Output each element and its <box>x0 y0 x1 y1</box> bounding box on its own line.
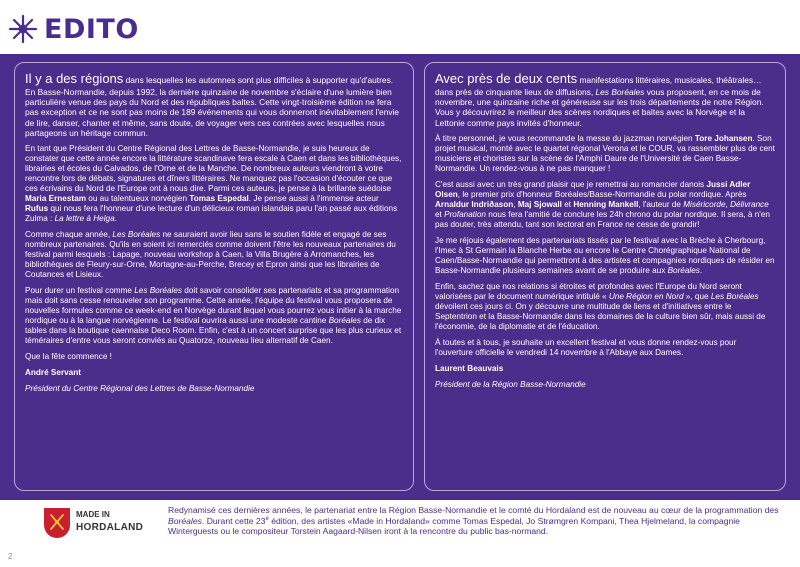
page-title: EDITO <box>44 14 139 45</box>
author-name: Rufus <box>25 204 49 214</box>
author-name: Arnaldur Indriðason <box>435 199 514 209</box>
artist-name: Tore Johansen <box>694 133 753 143</box>
left-paragraph-2: En tant que Président du Centre Régional des Lettres de Basse-Normandie, je suis heureux de constater que cette année encore la littérature scandinave fera escale à Caen et dans les bibliothèques, librairies et écoles du Calvados, de l'Orne et de la Manche. De nombreux auteurs viendront à votre rencontre lors de débats, signatures et dîners littéraires. Ne manquez pas l'occasion d'écouter ce que ces écrivains du Nord de l'Europe ont à nous dire. Parmi ces auteurs, je pense à la brillante suédoise Maria Ernestam ou au talentueux norvégien Tomas Espedal. Je pense aussi à l'immense acteur Rufus qui nous fera l'honneur d'une lecture d'un délicieux roman islandais paru l'an passé aux éditions Zulma : La lettre à Helga. <box>25 144 402 224</box>
left-paragraph-1: Il y a des régions dans lesquelles les automnes sont plus difficiles à supporter qu'd'autres. En Basse-Normandie, depuis 1992, la dernière quinzaine de novembre s'éclaire d'une lumière bien particulière venue des pays du Nord et des républiques baltes. Cette vingt-troisième édition ne fera pas exception et ce ne sont pas moins de 189 événements qui vous donneront inévitablement l'envie de lire, danser, chanter et même, sans doute, de voyager vers ces contrées avec lesquelles nous partageons un héritage commun. <box>25 71 400 138</box>
author-name: Maria Ernestam <box>25 194 86 204</box>
logo-hordaland-text: HORDALAND <box>76 522 144 533</box>
left-signature-role: Président du Centre Régional des Lettres de Basse-Normandie <box>25 384 255 394</box>
right-column <box>424 62 786 491</box>
right-signature-role: Président de la Région Basse-Normandie <box>435 379 586 389</box>
left-signature-name: André Servant <box>25 368 81 378</box>
left-paragraph-3: Comme chaque année, Les Boréales ne sauraient avoir lieu sans le soutien fidèle et engagé de ses nombreux partenaires. Qu'ils en soient ici remerciés comme doivent l'être les nouveaux partenaires du festival parmi lesquels : Lapage, nouveau workshop à Caen, la Villa Brugère à Arromanches, les bibliothèques de Fleury-sur-Orne, Mortagne-au-Perche, Brecey et Epron ainsi que les librairies de Coutances et Lisieux. <box>25 230 396 280</box>
right-signature-name: Laurent Beauvais <box>435 363 504 373</box>
author-name: Tomas Espedal <box>189 194 249 204</box>
right-paragraph-4: Je me réjouis également des partenariats tissés par le festival avec la Brèche à Cherbourg, l'Imec à St Germain la Blanche Herbe ou encore le Centre Chorégraphique National de Caen/Basse-Normandie qui permettront à des artistes et compagnies nordiques de résider en Basse-Normandie plusieurs semaines avant de se produire aux Boréales. <box>435 235 775 275</box>
header-bar <box>0 0 800 54</box>
right-paragraph-6: À toutes et à tous, je souhaite un excellent festival et vous donne rendez-vous pour l'ouverture officielle le vendredi 14 novembre à l'Abbaye aux Dames. <box>435 337 737 357</box>
page-number: 2 <box>8 552 13 561</box>
left-column <box>14 62 414 491</box>
book-title: La lettre à Helga <box>54 214 115 224</box>
crossed-axes-icon <box>47 512 67 532</box>
right-paragraph-1: Avec près de deux cents manifestations littéraires, musicales, théâtrales… dans près de cinquante lieux de diffusions, Les Boréales vous proposent, en ce mois de novembre, une quinzaine riche et généreuse sur les trois départements de notre Région. Vous y découvrirez le meilleur des scènes nordiques et baltes avec la Norvège et la Lettonie comme pays invités d'honneur. <box>435 71 764 128</box>
right-paragraph-5: Enfin, sachez que nos relations si étroites et profondes avec l'Europe du Nord seront valorisées par le document numérique intitulé « Une Région en Nord », que Les Boréales dévoilent ces jours ci. On y découvre une multitude de liens et d'initiatives entre le Septentrion et la Basse-Normandie dans les domaines de la culture bien sûr, mais aussi de l'économie, de la diplomatie et de l'éducation. <box>435 281 766 331</box>
footer-paragraph: Redynamisé ces dernières années, le partenariat entre la Région Basse-Normandie et le comté du Hordaland est de nouveau au cœur de la programmation des Boréales. Durant cette 23e édition, des artistes «Made in Hordaland» comme Tomas Espedal, Jo Strømgren Kompani, Thea Hjelmeland, la compagnie Winterguests ou le compositeur Torstein Aagaard-Nilsen iront à la rencontre du public bas-normand. <box>168 505 779 537</box>
author-name: Maj Sjowall <box>517 199 562 209</box>
made-in-hordaland-logo <box>44 508 144 538</box>
author-name: Jussi Adler Olsen <box>435 179 751 199</box>
snowflake-icon <box>8 14 38 44</box>
footer-band <box>0 500 800 567</box>
left-paragraph-5: Que la fête commence ! <box>25 352 112 362</box>
hordaland-shield-icon <box>44 508 70 538</box>
right-paragraph-2: À titre personnel, je vous recommande la messe du jazzman norvégien Tore Johansen. Son projet musical, monté avec le quartet régional Verona et le COUR, va rassembler plus de cent musiciens et choristes sur la scène de l'Amphi Daure de l'Université de Caen Basse-Normandie. Un rendez-vous à ne pas manquer ! <box>435 133 775 173</box>
author-name: Henning Mankell <box>573 199 639 209</box>
right-paragraph-3: C'est aussi avec un très grand plaisir que je remettrai au romancier danois Jussi Adler Olsen, le premier prix d'honneur Boréales/Basse-Normandie du polar nordique. Après Arnaldur Indriðason, Maj Sjowall et Henning Mankell, l'auteur de Miséricorde, Délivrance et Profanation nous fera l'amitié de conclure les 24h chrono du polar nordique. Il sera, à n'en pas douter, très attendu, tant son lectorat en France ne cesse de grandir! <box>435 179 770 229</box>
left-paragraph-4: Pour durer un festival comme Les Boréales doit savoir consolider ses partenariats et sa programmation mais doit sans cesse renouveler son programme. Cette année, l'équipe du festival vous proposera de nouvelles formules comme ce week-end en Norvège durant lequel vous pourrez vous initier à la marche nordique ou à la langue norvégienne. Le festival ouvrira aussi une modeste cantine Boréales de dix tables dans la boutique caennaise Deco Room. Enfin, c'est à un concert surprise que les plus curieux et téméraires d'entre vous seront conviés au Quatorze, nouveau lieu alternatif de Caen. <box>25 286 402 346</box>
right-lead-text: Avec près de deux cents <box>435 71 578 86</box>
left-lead-text: Il y a des régions <box>25 71 124 86</box>
logo-made-in-text: MADE IN <box>76 510 110 519</box>
